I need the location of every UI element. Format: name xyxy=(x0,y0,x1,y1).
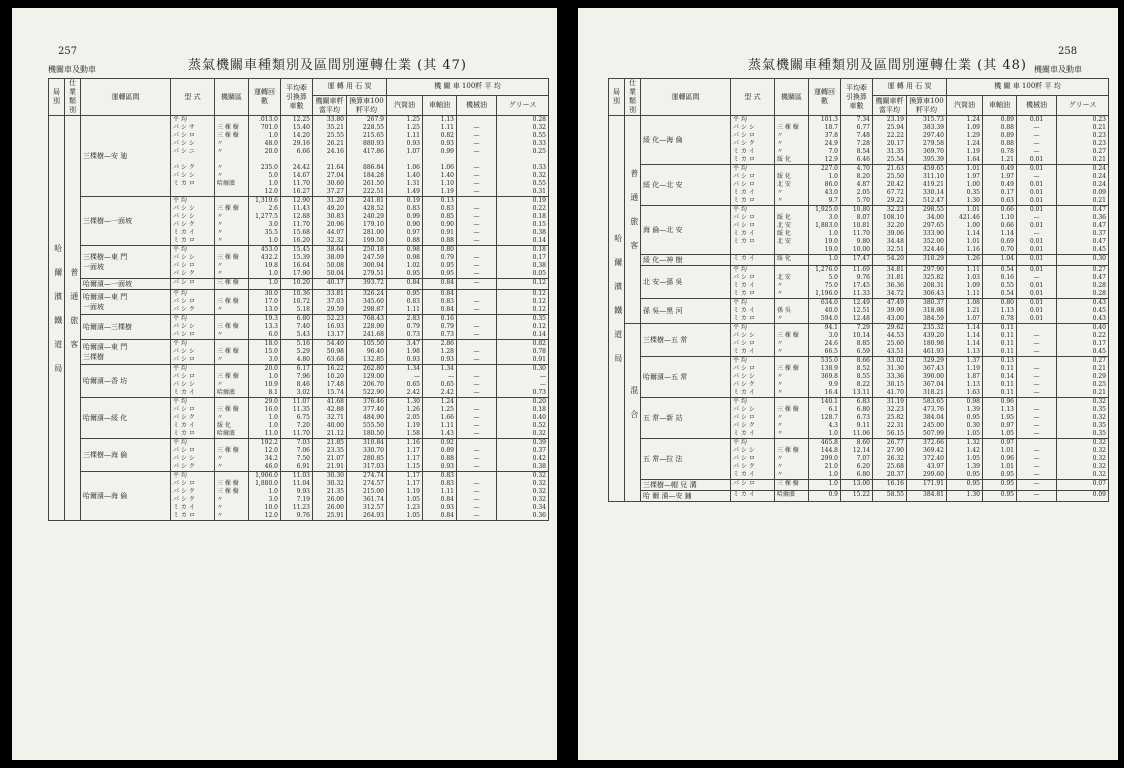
coal-100-cell: 384.81 xyxy=(907,491,947,502)
cylinder-oil-cell: 1.24 1.09 1.29 1.24 1.19 1.64 xyxy=(947,116,983,165)
machine-oil-cell: — — — — xyxy=(1017,398,1057,439)
cylinder-oil-cell: 1.14 1.14 1.14 1.13 xyxy=(947,324,983,357)
cars-cell: 6.80 7.40 5.43 xyxy=(281,315,313,340)
depot-cell: 三 棵 樹 〃 〃 〃 xyxy=(775,439,809,480)
col-coal-per-100: 換算車100粁平均 xyxy=(907,95,947,115)
col-section: 運轉區間 xyxy=(81,79,171,116)
runs-cell: 30.0 17.0 13.0 xyxy=(249,290,281,315)
machine-oil-cell: — — — — — xyxy=(457,472,497,521)
type-cell: 平 均 パ シ ロ パ シ ロ ミ カ イ ミ カ ロ xyxy=(731,165,775,206)
coal-100-cell: 250.18 247.59 300.94 279.51 xyxy=(347,246,387,279)
coal-km-cell: 16.22 10.20 17.48 15.74 xyxy=(313,365,347,398)
col-grease: グリース xyxy=(497,95,549,115)
type-cell: 平 均 パ シ シ パ シ ロ パ シ ク ミ カ イ ミ カ ロ xyxy=(731,116,775,165)
depot-cell: 三 棵 樹 〃 〃 〃 綏 化 xyxy=(775,116,809,165)
cylinder-oil-cell: 0.98 1.39 0.95 0.30 1.05 xyxy=(947,398,983,439)
data-table xyxy=(48,78,549,521)
route-cell: 五 常—新 站 xyxy=(641,398,731,439)
machine-oil-cell: — — — xyxy=(457,439,497,472)
route-cell: 哈爾濱—東 門 一面坡 xyxy=(81,290,171,315)
grease-cell: 0.09 xyxy=(1057,491,1109,502)
cylinder-oil-cell: 1.01 421.46 1.00 1.14 1.01 1.16 xyxy=(947,206,983,255)
grease-cell: 0.30 — — 0.73 xyxy=(497,365,549,398)
depot-cell: 三 棵 樹 〃 〃 xyxy=(775,324,809,357)
machine-oil-cell: — xyxy=(457,279,497,290)
machine-oil-cell: 0.01 xyxy=(1017,255,1057,266)
machine-oil-cell: 0.01 — 0.01 0.01 xyxy=(1017,266,1057,299)
cars-cell: 11.69 9.76 17.45 11.33 xyxy=(841,266,873,299)
grease-cell: 0.12 0.12 0.12 xyxy=(497,290,549,315)
cylinder-oil-cell: 0.98 0.98 1.02 0.95 xyxy=(387,246,423,279)
grease-cell: 0.35 0.12 0.14 xyxy=(497,315,549,340)
grease-cell: 0.47 0.36 0.47 0.37 0.47 0.45 xyxy=(1057,206,1109,255)
cars-cell: 10.20 xyxy=(281,279,313,290)
grease-cell: 0.27 0.21 0.29 0.25 0.21 xyxy=(1057,357,1109,398)
col-avg-cars: 平均牽引換算車數 xyxy=(281,79,313,116)
col-service-type: 仕業類別 xyxy=(65,79,81,116)
type-cell: 平 均 パ シ ロ パ シ シ パ シ ク xyxy=(171,439,215,472)
cars-cell: 7.34 6.77 7.48 7.28 8.54 6.46 xyxy=(841,116,873,165)
type-cell: 平 均 パ シ シ パ シ ロ パ シ ク ミ カ イ xyxy=(731,439,775,480)
cars-cell: 7.29 10.14 8.85 6.59 xyxy=(841,324,873,357)
coal-km-cell: 23.19 25.94 22.22 20.17 31.35 25.54 xyxy=(873,116,907,165)
cars-cell: 5.16 5.29 4.80 xyxy=(281,340,313,365)
cylinder-oil-cell: 0.95 0.83 1.11 xyxy=(387,290,423,315)
grease-cell: 0.30 xyxy=(1057,255,1109,266)
col-group-oil: 機 關 車 100粁 平 均 xyxy=(387,79,549,96)
runs-cell: 1,906.0 1,880.0 1.0 3.0 10.0 12.0 xyxy=(249,472,281,521)
runs-cell: 465.8 144.8 299.0 21.0 1.0 xyxy=(809,439,841,480)
cylinder-oil-cell: 0.95 xyxy=(947,480,983,491)
cylinder-oil-cell: 0.84 xyxy=(387,279,423,290)
col-group-coal: 運 轉 用 石 炭 xyxy=(313,79,387,96)
col-avg-cars: 平均牽引換算車數 xyxy=(841,79,873,116)
cars-cell: 11.07 11.35 6.75 7.20 11.70 xyxy=(281,398,313,439)
grease-cell: 0.24 0.24 0.24 0.09 0.21 xyxy=(1057,165,1109,206)
page-number: 257 xyxy=(58,46,78,57)
cars-cell: 4.70 8.20 4.87 2.05 5.70 xyxy=(841,165,873,206)
route-cell: 哈 爾 濱—安 鋪 xyxy=(641,491,731,502)
machine-oil-cell: — — xyxy=(457,290,497,315)
grease-cell: 0.40 0.22 0.17 0.45 xyxy=(1057,324,1109,357)
coal-100-cell: 274.74 274.57 215.00 361.74 312.57 264.93 xyxy=(347,472,387,521)
depot-cell: 三 棵 樹 三 棵 樹 〃 〃 〃 xyxy=(215,472,249,521)
machine-oil-cell: 0.01 0.01 0.01 xyxy=(1017,299,1057,324)
coal-km-cell: 54.20 xyxy=(873,255,907,266)
grease-cell: 0.39 0.37 0.42 0.38 xyxy=(497,439,549,472)
machine-oil-cell: 0.01 — — — — 0.01 xyxy=(1017,116,1057,165)
col-runs: 運轉回數 xyxy=(249,79,281,116)
runs-cell: 29.0 16.0 1.0 1.0 11.0 xyxy=(249,398,281,439)
axle-oil-cell: 0.95 xyxy=(983,480,1017,491)
grease-cell: 0.32 0.32 0.32 0.32 0.34 0.36 xyxy=(497,472,549,521)
route-cell: 海 倫—北 安 xyxy=(641,206,731,255)
coal-100-cell: 372.66 369.42 372.40 43.97 299.60 xyxy=(907,439,947,480)
runs-cell: 1.0 xyxy=(249,279,281,290)
coal-100-cell: 297.90 325.82 208.31 306.43 xyxy=(907,266,947,299)
runs-cell: 1.0 xyxy=(809,255,841,266)
cars-cell: 6.83 6.80 6.73 9.11 11.06 xyxy=(841,398,873,439)
coal-km-cell: 21.85 23.35 21.07 21.91 xyxy=(313,439,347,472)
type-cell: パ シ ロ xyxy=(731,480,775,491)
cars-cell: 11.03 11.04 9.93 7.19 11.23 9.76 xyxy=(281,472,313,521)
runs-cell: 20.0 1.0 10.9 8.1 xyxy=(249,365,281,398)
axle-oil-cell: 0.11 0.11 0.11 0.11 xyxy=(983,324,1017,357)
depot-cell: 三 棵 樹 〃 綏 化 哈爾濱 xyxy=(215,398,249,439)
type-cell: 平 均 パ シ サ パ シ ロ パ シ シ パ シ ニ パ シ ク パ シ シ ミ カ ロ xyxy=(171,116,215,197)
axle-oil-cell: 1.24 1.25 1.66 1.11 1.43 xyxy=(423,398,457,439)
machine-oil-cell: — — — xyxy=(457,246,497,279)
bureau-label: 哈爾濱鐵道局 xyxy=(609,116,625,502)
route-cell: 三棵樹—一面坡 xyxy=(81,197,171,246)
runs-cell: 101.3 18.7 37.8 24.9 7.0 12.9 xyxy=(809,116,841,165)
type-cell: 平 均 パ シ ロ ミ カ イ ミ カ ロ xyxy=(731,266,775,299)
runs-cell: 634.0 40.0 594.0 xyxy=(809,299,841,324)
route-cell: 哈爾濱—東 門 三棵樹 xyxy=(81,340,171,365)
left-page xyxy=(12,8,557,760)
col-group-coal: 運 轉 用 石 炭 xyxy=(873,79,947,96)
axle-oil-cell: 0.80 0.79 0.95 0.95 xyxy=(423,246,457,279)
route-cell: 五 常—拉 法 xyxy=(641,439,731,480)
cars-cell: 8.60 12.14 7.07 6.20 6.80 xyxy=(841,439,873,480)
route-cell: 三棵樹—海 倫 xyxy=(81,439,171,472)
coal-100-cell: 267.9 228.55 215.65 880.93 417.86 886.84 184.28 261.50 222.51 xyxy=(347,116,387,197)
grease-cell: 0.32 0.32 0.32 0.32 0.32 xyxy=(1057,439,1109,480)
machine-oil-cell: — xyxy=(1017,491,1057,502)
coal-km-cell: 47.49 39.90 43.00 xyxy=(873,299,907,324)
runs-cell: 1,276.0 5.0 75.0 1,196.0 xyxy=(809,266,841,299)
coal-100-cell: 105.50 96.40 132.85 xyxy=(347,340,387,365)
type-cell: 平 均 パ シ ロ パ シ ク パ シ ク ミ カ イ ミ カ ロ xyxy=(171,472,215,521)
axle-oil-cell: 0.54 0.16 0.55 0.54 xyxy=(983,266,1017,299)
grease-cell: 0.32 0.35 0.32 0.35 0.35 xyxy=(1057,398,1109,439)
cars-cell: 12.25 15.40 14.20 29.16 6.66 24.42 14.67 11.70 16.27 xyxy=(281,116,313,197)
cylinder-oil-cell: 1.01 1.97 1.00 0.35 1.30 xyxy=(947,165,983,206)
type-cell: 平 均 パ シ ロ パ シ ロ ミ カ イ ミ カ ロ xyxy=(731,206,775,255)
col-grease: グリース xyxy=(1057,95,1109,115)
runs-cell: 1,925.0 3.0 1,883.0 1.0 19.0 19.0 xyxy=(809,206,841,255)
coal-km-cell: 32.23 108.10 32.20 39.06 34.48 32.51 xyxy=(873,206,907,255)
col-bureau: 局別 xyxy=(609,79,625,116)
machine-oil-cell: — — xyxy=(457,340,497,365)
coal-100-cell: 329.29 367.43 390.00 367.04 318.21 xyxy=(907,357,947,398)
coal-km-cell: 29.62 44.53 25.60 43.51 xyxy=(873,324,907,357)
coal-100-cell: 393.72 xyxy=(347,279,387,290)
type-cell: 平 均 ミ カ イ ミ カ ロ xyxy=(731,299,775,324)
grease-cell: 0.82 0.78 0.91 xyxy=(497,340,549,365)
machine-oil-cell: — — — — — xyxy=(457,197,497,246)
axle-oil-cell: 0.84 0.83 0.84 xyxy=(423,290,457,315)
axle-oil-cell: 0.83 0.83 1.11 0.84 0.93 0.84 xyxy=(423,472,457,521)
depot-cell: 三 棵 樹 〃 〃 〃 xyxy=(775,357,809,398)
runs-cell: 140.1 6.1 128.7 4.3 1.0 xyxy=(809,398,841,439)
type-cell: ミ カ イ xyxy=(731,255,775,266)
cylinder-oil-cell: 0.19 0.83 0.99 0.90 0.97 0.88 xyxy=(387,197,423,246)
type-cell: 平 均 パ シ シ パ シ シ パ シ ク ミ カ イ ミ カ ロ xyxy=(171,197,215,246)
depot-cell: 三 棵 樹 三 棵 樹 〃 〃 〃 〃 哈爾濱 xyxy=(215,116,249,197)
col-cylinder-oil: 汽筒油 xyxy=(947,95,983,115)
depot-cell: 三 棵 樹 〃 xyxy=(215,340,249,365)
runs-cell: 94.1 3.0 24.6 66.5 xyxy=(809,324,841,357)
cylinder-oil-cell: 1.30 1.26 2.05 1.19 1.58 xyxy=(387,398,423,439)
cars-cell: 12.49 12.51 12.48 xyxy=(841,299,873,324)
machine-oil-cell: — xyxy=(1017,480,1057,491)
axle-oil-cell: 0.80 1.13 0.78 xyxy=(983,299,1017,324)
machine-oil-cell: — — — — xyxy=(457,398,497,439)
coal-100-cell: 171.91 xyxy=(907,480,947,491)
axle-oil-cell: 0.13 0.83 0.85 0.90 0.91 0.88 xyxy=(423,197,457,246)
coal-km-cell: 33.02 31.30 33.36 30.15 41.70 xyxy=(873,357,907,398)
grease-cell: 0.19 0.22 0.18 0.15 0.38 0.14 xyxy=(497,197,549,246)
axle-oil-cell: 0.49 1.97 0.49 0.17 0.63 xyxy=(983,165,1017,206)
coal-km-cell: 31.19 32.23 25.82 22.31 56.15 xyxy=(873,398,907,439)
axle-oil-cell: 0.66 1.10 0.66 1.14 0.69 0.70 xyxy=(983,206,1017,255)
cylinder-oil-cell: 1.16 1.17 1.17 1.15 xyxy=(387,439,423,472)
depot-cell: 綏 化 北 安 〃 〃 xyxy=(775,165,809,206)
axle-oil-cell: 1.34 — 0.65 2.42 xyxy=(423,365,457,398)
right-page xyxy=(578,8,1118,760)
depot-cell: 三 棵 樹 〃 xyxy=(215,290,249,315)
cars-cell: 15.45 15.39 16.64 17.90 xyxy=(281,246,313,279)
cars-cell: 12.90 11.43 12.88 11.70 15.68 16.20 xyxy=(281,197,313,246)
page-title: 蒸氣機關車種類別及區間別運轉仕業 (其 48) xyxy=(748,58,1027,73)
page-title: 蒸氣機關車種類別及區間別運轉仕業 (其 47) xyxy=(188,58,467,73)
machine-oil-cell: 0.01 — 0.01 0.01 0.01 xyxy=(1017,165,1057,206)
type-cell: 平 均 パ シ ロ パ シ シ パ シ ク ミ カ イ xyxy=(731,357,775,398)
page-subheader: 機關車及動車 xyxy=(48,65,96,74)
coal-100-cell: 310.29 xyxy=(907,255,947,266)
coal-100-cell: 241.81 428.52 240.29 179.10 281.00 199.50 xyxy=(347,197,387,246)
cars-cell: 10.36 10.72 5.18 xyxy=(281,290,313,315)
coal-100-cell: 326.24 345.60 298.87 xyxy=(347,290,387,315)
cylinder-oil-cell: 1.37 1.19 1.87 1.13 1.63 xyxy=(947,357,983,398)
depot-cell: 三 棵 樹 〃 〃 xyxy=(215,246,249,279)
page-number: 258 xyxy=(1058,46,1078,57)
cars-cell: 10.80 8.07 10.81 11.70 9.80 10.00 xyxy=(841,206,873,255)
axle-oil-cell: 0.97 1.01 0.96 1.01 0.95 xyxy=(983,439,1017,480)
coal-100-cell: 768.43 228.90 241.68 xyxy=(347,315,387,340)
route-cell: 三棵樹—五 常 xyxy=(641,324,731,357)
coal-km-cell: 33.81 37.03 29.59 xyxy=(313,290,347,315)
col-depot: 機關區 xyxy=(775,79,809,116)
data-table xyxy=(608,78,1109,502)
machine-oil-cell: — — — — xyxy=(1017,439,1057,480)
runs-cell: 535.0 138.9 369.8 9.9 16.4 xyxy=(809,357,841,398)
type-cell: パ シ ロ xyxy=(171,279,215,290)
coal-km-cell: 21.63 25.50 20.42 67.72 29.22 xyxy=(873,165,907,206)
col-coal-per-100: 換算車100粁平均 xyxy=(347,95,387,115)
coal-100-cell: 262.80 129.00 206.70 522.90 xyxy=(347,365,387,398)
machine-oil-cell: — — xyxy=(457,315,497,340)
cylinder-oil-cell: 1.17 1.17 1.19 1.05 1.23 1.05 xyxy=(387,472,423,521)
coal-km-cell: 16.16 xyxy=(873,480,907,491)
cylinder-oil-cell: 2.83 0.79 0.73 xyxy=(387,315,423,340)
col-coal-per-km: 機關車粁當平均 xyxy=(313,95,347,115)
type-cell: 平 均 パ シ ロ パ シ ク ミ カ イ ミ カ ロ xyxy=(171,398,215,439)
coal-km-cell: 58.55 xyxy=(873,491,907,502)
axle-oil-cell: 0.89 0.88 0.89 0.88 0.78 1.21 xyxy=(983,116,1017,165)
coal-km-cell: 26.77 27.90 26.32 25.68 20.37 xyxy=(873,439,907,480)
coal-100-cell: 315.73 383.39 297.40 279.58 369.70 395.39 xyxy=(907,116,947,165)
machine-oil-cell: — — — — — — — — xyxy=(457,116,497,197)
col-runs: 運轉回數 xyxy=(809,79,841,116)
route-cell: 孫 吳—黑 河 xyxy=(641,299,731,324)
cars-cell: 6.17 7.96 8.46 3.02 xyxy=(281,365,313,398)
coal-100-cell: 310.84 330.70 280.85 317.03 xyxy=(347,439,387,472)
cylinder-oil-cell: 1.25 1.25 1.11 0.93 1.07 1.06 1.40 1.31 1.49 xyxy=(387,116,423,197)
depot-cell: 三 棵 樹 xyxy=(215,279,249,290)
depot-cell: 三 棵 樹 xyxy=(775,480,809,491)
coal-km-cell: 41.68 42.88 32.71 40.00 21.12 xyxy=(313,398,347,439)
service-type-label: 普通旅客 xyxy=(65,116,81,521)
col-machine-oil: 機械油 xyxy=(457,95,497,115)
machine-oil-cell: — — — xyxy=(457,365,497,398)
route-cell: 哈爾濱—一面坡 xyxy=(81,279,171,290)
coal-100-cell: 235.32 439.20 180.98 461.93 xyxy=(907,324,947,357)
cars-cell: 15.22 xyxy=(841,491,873,502)
coal-km-cell: 31.20 49.20 30.83 20.96 44.07 32.32 xyxy=(313,197,347,246)
route-cell: 哈爾濱—海 倫 xyxy=(81,472,171,521)
coal-100-cell: 376.46 377.40 484.90 555.50 180.50 xyxy=(347,398,387,439)
route-cell: 三棵樹—帽 兒 溝 xyxy=(641,480,731,491)
coal-km-cell: 34.81 31.81 36.36 34.72 xyxy=(873,266,907,299)
axle-oil-cell: 0.95 xyxy=(983,491,1017,502)
type-cell: 平 均 パ シ ロ パ シ シ ミ カ イ xyxy=(171,365,215,398)
col-bureau: 局別 xyxy=(49,79,65,116)
col-section: 運轉區間 xyxy=(641,79,731,116)
coal-100-cell: 459.65 311.10 419.21 330.14 512.47 xyxy=(907,165,947,206)
runs-cell: 19.3 13.3 6.0 xyxy=(249,315,281,340)
runs-cell: 227.0 1.0 86.0 43.0 9.7 xyxy=(809,165,841,206)
route-cell: 哈爾濱—三棵樹 xyxy=(81,315,171,340)
grease-cell: 0.43 0.45 0.43 xyxy=(1057,299,1109,324)
axle-oil-cell: 1.04 xyxy=(983,255,1017,266)
page-subheader: 機關車及動車 xyxy=(1034,65,1082,74)
coal-km-cell: 38.64 38.09 50.08 50.04 xyxy=(313,246,347,279)
runs-cell: 192.2 12.0 34.2 46.0 xyxy=(249,439,281,472)
cylinder-oil-cell: 1.08 1.21 1.07 xyxy=(947,299,983,324)
coal-km-cell: 40.17 xyxy=(313,279,347,290)
depot-cell: 三 棵 樹 〃 xyxy=(215,315,249,340)
type-cell: 平 均 パ シ シ パ シ ロ パ シ ク ミ カ イ xyxy=(731,398,775,439)
service-type-label: 混合 xyxy=(625,324,641,502)
depot-cell: 三 棵 樹 〃 〃 xyxy=(215,439,249,472)
grease-cell: 0.27 0.47 0.28 0.28 xyxy=(1057,266,1109,299)
type-cell: ミ カ イ xyxy=(731,491,775,502)
axle-oil-cell: 0.16 0.79 0.73 xyxy=(423,315,457,340)
axle-oil-cell: 0.84 xyxy=(423,279,457,290)
route-cell: 哈爾濱—五 常 xyxy=(641,357,731,398)
cars-cell: 7.03 7.06 7.50 6.91 xyxy=(281,439,313,472)
grease-cell: 0.23 0.21 0.23 0.23 0.27 0.21 xyxy=(1057,116,1109,165)
machine-oil-cell: — — — xyxy=(1017,324,1057,357)
col-axle-oil: 車軸油 xyxy=(983,95,1017,115)
cylinder-oil-cell: 1.11 1.03 1.09 1.11 xyxy=(947,266,983,299)
route-cell: 綏 化—海 倫 xyxy=(641,116,731,165)
grease-cell: 0.28 0.32 0.55 0.33 0.25 0.33 0.32 0.55 0.31 xyxy=(497,116,549,197)
axle-oil-cell: 1.13 1.11 0.82 0.93 0.99 1.06 1.40 1.10 1.19 xyxy=(423,116,457,197)
coal-km-cell: 52.23 16.93 13.17 xyxy=(313,315,347,340)
cylinder-oil-cell: 3.47 1.98 0.93 xyxy=(387,340,423,365)
col-axle-oil: 車軸油 xyxy=(423,95,457,115)
runs-cell: 0.9 xyxy=(809,491,841,502)
coal-100-cell: 298.55 34.00 297.65 333.90 352.00 324.46 xyxy=(907,206,947,255)
route-cell: 三棵樹—東 門 一面坡 xyxy=(81,246,171,279)
axle-oil-cell: 0.96 1.13 1.95 0.97 1.05 xyxy=(983,398,1017,439)
depot-cell: 綏 化 xyxy=(775,255,809,266)
cars-cell: 8.66 8.52 8.55 8.22 13.11 xyxy=(841,357,873,398)
cylinder-oil-cell: 1.32 1.42 1.05 1.39 0.95 xyxy=(947,439,983,480)
col-machine-oil: 機械油 xyxy=(1017,95,1057,115)
depot-cell: 哈爾濱 xyxy=(775,491,809,502)
machine-oil-cell: — — — — xyxy=(1017,357,1057,398)
cylinder-oil-cell: 1.30 xyxy=(947,491,983,502)
depot-cell: 綏 化 北 安 綏 化 北 安 xyxy=(775,206,809,255)
depot-cell: 三 棵 樹 〃 哈爾濱 xyxy=(215,365,249,398)
col-depot: 機關區 xyxy=(215,79,249,116)
col-group-oil: 機 關 車 100粁 平 均 xyxy=(947,79,1109,96)
axle-oil-cell: 0.13 0.11 0.14 0.11 0.11 xyxy=(983,357,1017,398)
axle-oil-cell: 0.92 0.89 0.88 0.93 xyxy=(423,439,457,472)
col-coal-per-km: 機關車粁當平均 xyxy=(873,95,907,115)
type-cell: 平 均 パ シ ロ パ シ ク xyxy=(171,290,215,315)
grease-cell: 0.07 xyxy=(1057,480,1109,491)
depot-cell: 北 安 〃 〃 xyxy=(775,266,809,299)
runs-cell: 453.0 432.2 19.8 1.0 xyxy=(249,246,281,279)
col-type: 型 式 xyxy=(171,79,215,116)
type-cell: 平 均 パ シ シ パ シ ロ xyxy=(171,340,215,365)
depot-cell: 三 棵 樹 〃 〃 〃 〃 xyxy=(215,197,249,246)
machine-oil-cell: 0.01 — 0.01 — 0.01 0.01 xyxy=(1017,206,1057,255)
runs-cell: 1.0 xyxy=(809,480,841,491)
depot-cell: 三 棵 樹 〃 〃 〃 xyxy=(775,398,809,439)
runs-cell: 1,319.6 2.6 1,277.5 3.0 35.5 1.0 xyxy=(249,197,281,246)
cylinder-oil-cell: 1.34 — 0.65 2.42 xyxy=(387,365,423,398)
route-cell: 綏 化—神 樹 xyxy=(641,255,731,266)
type-cell: 平 均 パ シ シ パ シ ロ ミ カ イ xyxy=(731,324,775,357)
runs-cell: 18.0 15.0 3.0 xyxy=(249,340,281,365)
route-cell: 三棵樹—安 廸 xyxy=(81,116,171,197)
coal-100-cell: 583.65 473.76 384.04 245.00 507.99 xyxy=(907,398,947,439)
col-type: 型 式 xyxy=(731,79,775,116)
coal-km-cell: 33.80 35.21 25.55 26.21 24.16 21.64 27.04 30.60 37.27 xyxy=(313,116,347,197)
coal-km-cell: 54.40 50.98 63.68 xyxy=(313,340,347,365)
route-cell: 綏 化—北 安 xyxy=(641,165,731,206)
grease-cell: 0.20 0.18 0.40 0.52 0.32 xyxy=(497,398,549,439)
cars-cell: 17.47 xyxy=(841,255,873,266)
runs-cell: .013.0 701.0 1.0 48.0 20.0 235.0 5.0 1.0 12.0 xyxy=(249,116,281,197)
service-type-label: 普通旅客 xyxy=(625,116,641,324)
type-cell: 平 均 パ シ シ パ シ ロ xyxy=(171,315,215,340)
depot-cell: 孫 吳 〃 xyxy=(775,299,809,324)
coal-100-cell: 380.37 318.98 384.59 xyxy=(907,299,947,324)
axle-oil-cell: 2.86 1.28 0.93 xyxy=(423,340,457,365)
col-service-type: 仕業類別 xyxy=(625,79,641,116)
coal-km-cell: 30.30 30.32 21.35 26.00 26.00 25.91 xyxy=(313,472,347,521)
col-cylinder-oil: 汽筒油 xyxy=(387,95,423,115)
cylinder-oil-cell: 1.26 xyxy=(947,255,983,266)
type-cell: 平 均 パ シ シ パ シ ロ パ シ ク xyxy=(171,246,215,279)
route-cell: 哈爾濱—香 坊 xyxy=(81,365,171,398)
grease-cell: 0.12 xyxy=(497,279,549,290)
route-cell: 哈爾濱—綏 化 xyxy=(81,398,171,439)
bureau-label: 哈爾濱鐵道局 xyxy=(49,116,65,521)
grease-cell: 0.18 0.17 0.38 0.05 xyxy=(497,246,549,279)
cars-cell: 13.00 xyxy=(841,480,873,491)
route-cell: 北 安—孫 吳 xyxy=(641,266,731,299)
